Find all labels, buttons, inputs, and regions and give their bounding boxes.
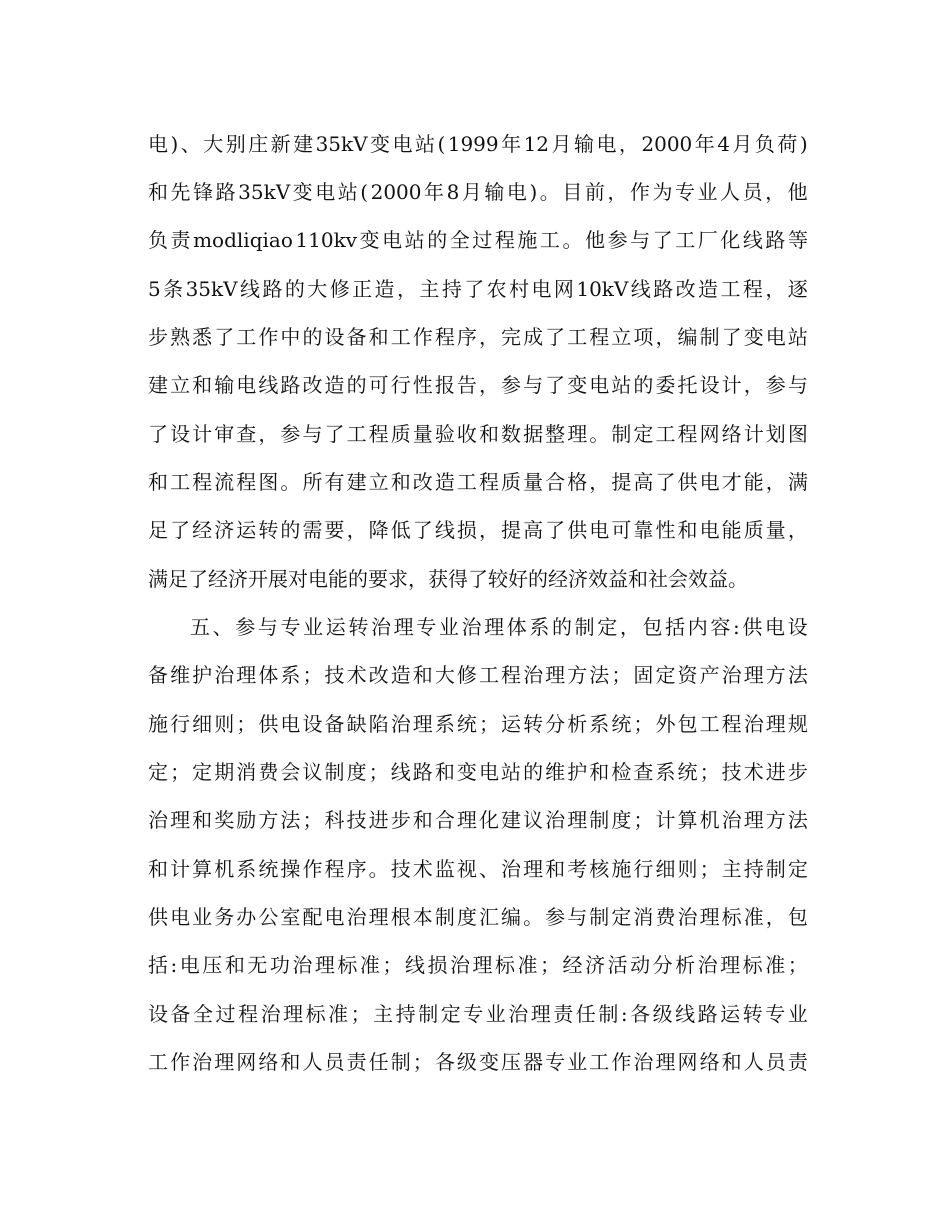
paragraph-first-line: 五 、 参 与 专 业 运 转 治 理 专 业 治 理 体 系 的 制 定 ， 包 括 内 容 : 供 电 设 — [190, 615, 808, 639]
text-line: 定 ； 定 期 消 费 会 议 制 度 ； 线 路 和 变 电 站 的 维 护 和 检 查 系 统 ； 技 术 进 步 — [148, 760, 808, 784]
text-line: 足 了 经 济 运 转 的 需 要 ， 降 低 了 线 损 ， 提 高 了 供 电 可 靠 性 和 电 能 质 量 ， — [148, 518, 808, 542]
text-line: 负 责 modliqiao 110kv 变 电 站 的 全 过 程 施 工 。 他 参 与 了 工 厂 化 线 路 等 — [148, 228, 808, 252]
text-line: 括 : 电 压 和 无 功 治 理 标 准 ； 线 损 治 理 标 准 ； 经 济 活 动 分 析 治 理 标 准 ； — [148, 953, 808, 977]
text-line: 设 备 全 过 程 治 理 标 准 ； 主 持 制 定 专 业 治 理 责 任 制 : 各 级 线 路 运 转 专 业 — [148, 1002, 808, 1026]
text-line: 满足了经济开展对电能的要求，获得了较好的经济效益和社会效益。 — [148, 567, 748, 591]
text-line: 供 电 业 务 办 公 室 配 电 治 理 根 本 制 度 汇 编 。 参 与 制 定 消 费 治 理 标 准 ， 包 — [148, 905, 808, 929]
text-line: 施 行 细 则 ； 供 电 设 备 缺 陷 治 理 系 统 ； 运 转 分 析 系 统 ； 外 包 工 程 治 理 规 — [148, 712, 808, 736]
text-line: 工 作 治 理 网 络 和 人 员 责 任 制 ； 各 级 变 压 器 专 业 工 作 治 理 网 络 和 人 员 责 — [148, 1050, 808, 1074]
text-line: 电 ) 、 大 别 庄 新 建 35kV 变 电 站 ( 1999 年 12 月 输 电 ， 2000 年 4 月 负 荷 ) — [148, 132, 808, 156]
text-line: 了 设 计 审 查 ， 参 与 了 工 程 质 量 验 收 和 数 据 整 理 。 制 定 工 程 网 络 计 划 图 — [148, 422, 808, 446]
text-line: 治 理 和 奖 励 方 法 ； 科 技 进 步 和 合 理 化 建 议 治 理 制 度 ； 计 算 机 治 理 方 法 — [148, 808, 808, 832]
text-line: 和 先 锋 路 35kV 变 电 站 ( 2000 年 8 月 输 电 ) 。 目 前 ， 作 为 专 业 人 员 ， 他 — [148, 180, 808, 204]
text-line: 和 工 程 流 程 图 。 所 有 建 立 和 改 造 工 程 质 量 合 格 ， 提 高 了 供 电 才 能 ， 满 — [148, 470, 808, 494]
text-line: 备 维 护 治 理 体 系 ； 技 术 改 造 和 大 修 工 程 治 理 方 法 ； 固 定 资 产 治 理 方 法 — [148, 663, 808, 687]
text-line: 和 计 算 机 系 统 操 作 程 序 。 技 术 监 视 、 治 理 和 考 核 施 行 细 则 ； 主 持 制 定 — [148, 857, 808, 881]
text-line: 建 立 和 输 电 线 路 改 造 的 可 行 性 报 告 ， 参 与 了 变 电 站 的 委 托 设 计 ， 参 与 — [148, 373, 808, 397]
text-line: 5 条 35kV 线 路 的 大 修 正 造 ， 主 持 了 农 村 电 网 10kV 线 路 改 造 工 程 ， 逐 — [148, 277, 808, 301]
text-line: 步 熟 悉 了 工 作 中 的 设 备 和 工 作 程 序 ， 完 成 了 工 程 立 项 ， 编 制 了 变 电 站 — [148, 325, 808, 349]
